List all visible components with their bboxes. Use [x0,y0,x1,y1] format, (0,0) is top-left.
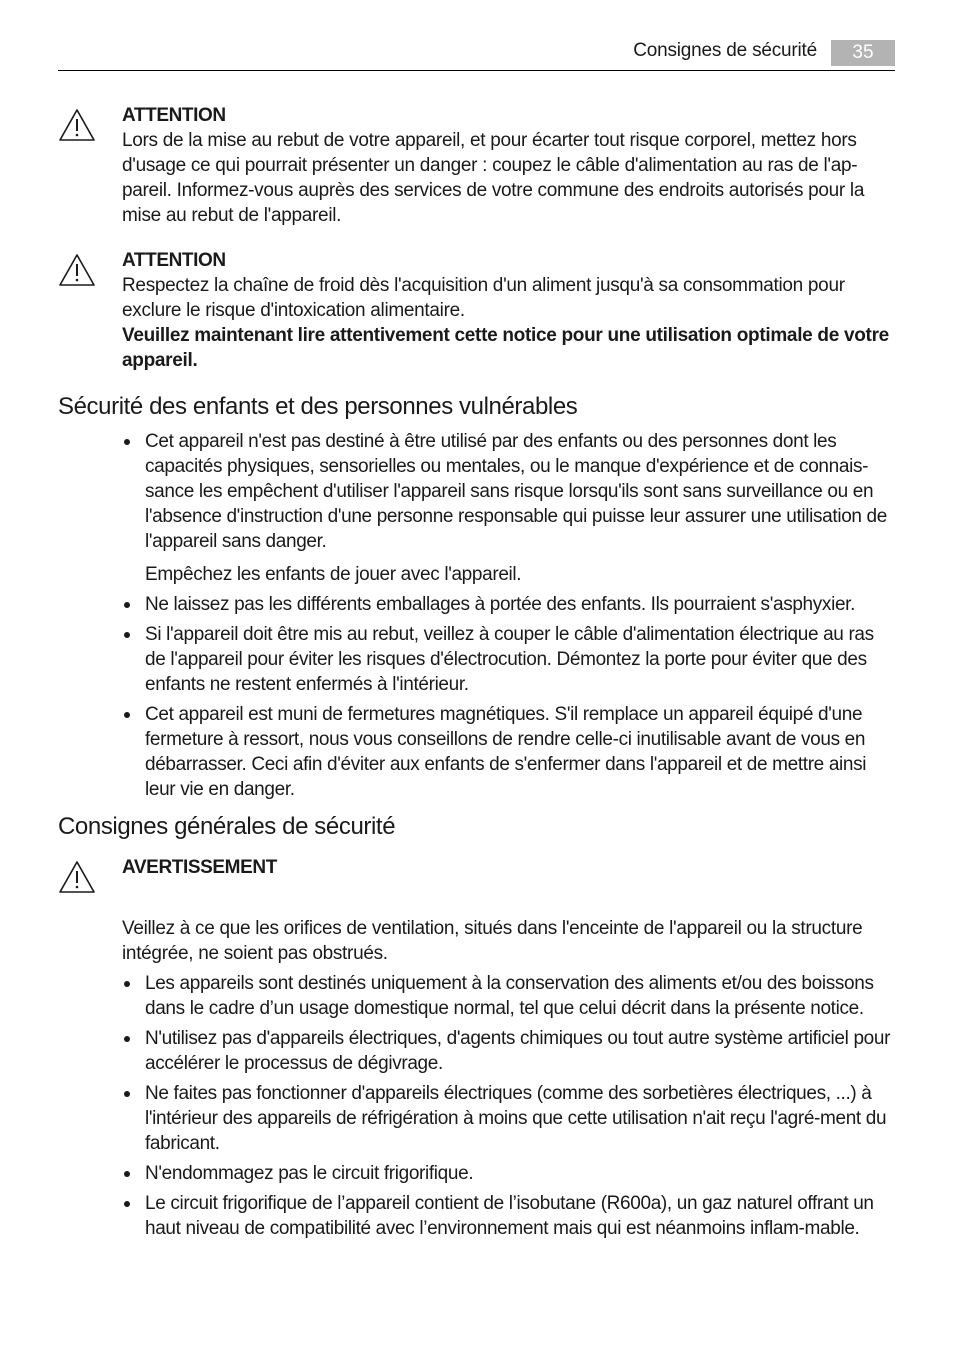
list-item: Les appareils sont destinés uniquement à la conservation des aliments et/ou des boissons dans le cadre d’un usage domestique normal, tel que celui décrit dans la présente notice. [122,971,898,1021]
warning-emphasis-text: Veuillez maintenant lire attentivement cette notice pour une utilisation optimale de votre appareil. [122,325,889,371]
list-item: Ne laissez pas les différents emballages à portée des enfants. Ils pourraient s'asphyxier. [122,592,898,617]
header-rule [58,70,895,71]
warning-text: Respectez la chaîne de froid dès l'acquisition d'un aliment jusqu'à sa consommation pour exclure le risque d'intoxication alimentaire. [122,275,845,321]
page-number-badge: 35 [831,40,895,66]
general-intro [122,916,898,966]
children-safety-list [122,429,898,807]
warning-triangle-icon [58,253,96,287]
running-header-title: Consignes de sécurité [633,40,817,61]
warning-triangle-icon [58,860,96,894]
warning-block-2 [122,248,898,373]
list-item: Cet appareil est muni de fermetures magnétiques. S'il remplace un appareil équipé d'une fermeture à ressort, nous vous conseillons de rendre celle-ci inutilisable avant de vous en débarrasser. Ceci afin d'éviter aux enfants de s'enfermer dans l'appareil et de mettre ainsi leur vie en danger. [122,702,898,802]
list-item: N'utilisez pas d'appareils électriques, d'agents chimiques ou tout autre système artificiel pour accélérer le processus de dégivrage. [122,1026,898,1076]
list-item: Cet appareil n'est pas destiné à être utilisé par des enfants ou des personnes dont les capacités physiques, sensorielles ou mentales, ou le manque d'expérience et de connais-sance les empêchent d'utiliser l'appareil sans risque lorsqu'ils sont sans surveillance ou en l'absence d'instruction d'une personne responsable qui puisse leur assurer une utilisation de l'appareil sans danger. [122,429,898,554]
list-sub-note: Empêchez les enfants de jouer avec l'appareil. [145,564,522,585]
warning-text: Lors de la mise au rebut de votre appareil, et pour écarter tout risque corporel, mettez hors d'usage ce qui pourrait présenter un danger : coupez le câble d'alimentation au ras de l'ap-pareil. Informez-vous auprès des services de votre commune des endroits autorisés pour la mise au rebut de l'appareil. [122,130,865,226]
list-item: Si l'appareil doit être mis au rebut, veillez à couper le câble d'alimentation électrique au ras de l'appareil pour éviter les risques d'électrocution. Démontez la porte pour éviter que des enfants ne restent enfermés à l'intérieur. [122,622,898,697]
list-item: Ne faites pas fonctionner d'appareils électriques (comme des sorbetières électriques, ...) à l'intérieur des appareils de réfrigération à moins que cette utilisation n'ait reçu l'agré-ment du fabricant. [122,1081,898,1156]
section-heading-general: Consignes générales de sécurité [58,813,396,840]
intro-text: Veillez à ce que les orifices de ventilation, situés dans l'enceinte de l'appareil ou la structure intégrée, ne soient pas obstrués. [122,918,863,964]
warning-label: AVERTISSEMENT [122,857,277,878]
warning-label: ATTENTION [122,250,226,271]
warning-block-3 [122,855,898,880]
warning-block-1 [122,103,898,228]
warning-triangle-icon [58,108,96,142]
list-item: Le circuit frigorifique de l’appareil contient de l’isobutane (R600a), un gaz naturel offrant un haut niveau de compatibilité avec l’environnement mais qui est néanmoins inflam-mable. [122,1191,898,1241]
section-heading-children: Sécurité des enfants et des personnes vulnérables [58,393,578,420]
general-safety-list [122,971,898,1246]
list-item: N'endommagez pas le circuit frigorifique. [122,1161,898,1186]
warning-label: ATTENTION [122,105,226,126]
